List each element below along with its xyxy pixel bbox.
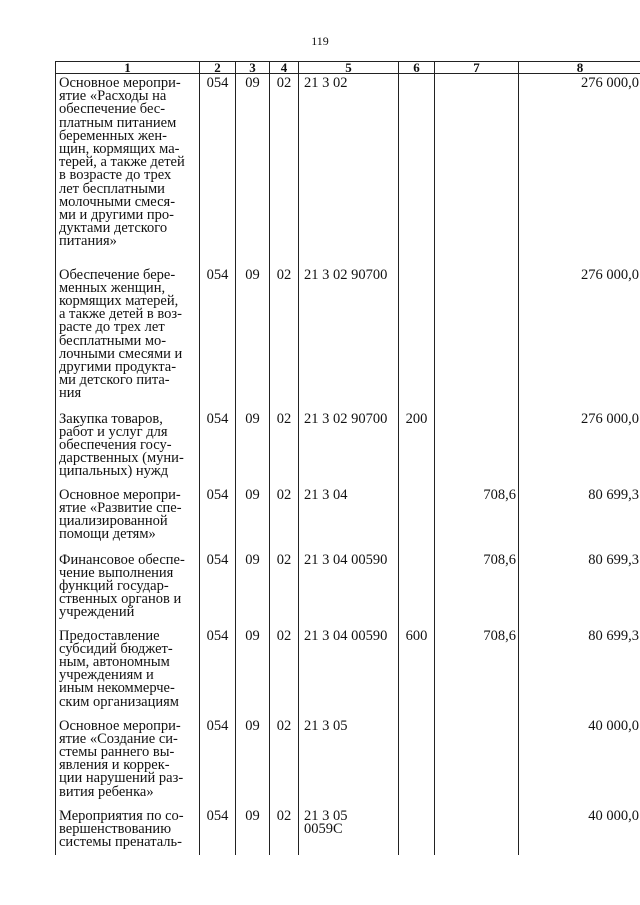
expense-type-cell [399, 717, 435, 807]
row-name-cell: Закупка товаров, работ и услуг для обеспечения госу- дарственных (муни- ципальных) нужд [56, 410, 200, 486]
row-name-cell: Основное меропри- ятие «Создание си- стемы раннего вы- явления и коррек- ции нарушений раз- вития ребенка» [56, 717, 200, 807]
expense-type-cell [399, 807, 435, 855]
subsection-code-cell: 02 [270, 627, 299, 717]
ministry-code-cell: 054 [200, 410, 236, 486]
ministry-code-cell: 054 [200, 627, 236, 717]
section-code-cell: 09 [236, 74, 270, 266]
page-number: 119 [311, 34, 329, 48]
amount-col8-cell: 40 000,0 [519, 717, 640, 807]
expense-type-cell [399, 486, 435, 551]
column-header: 7 [435, 62, 519, 74]
amount-col8-cell: 40 000,0 [519, 807, 640, 855]
row-name-cell: Основное меропри- ятие «Расходы на обеспечение бес- платным питанием беременных жен- щин, кормящих ма- терей, а также детей в возрасте до трех лет бесплатными молочными смеся- ми и другими про- дуктами детского питания» [56, 74, 200, 266]
section-code-cell: 09 [236, 486, 270, 551]
amount-col7-cell [435, 74, 519, 266]
table-row [56, 410, 640, 486]
table-row [56, 266, 640, 410]
amount-col8-cell: 276 000,0 [519, 74, 640, 266]
budget-table [55, 61, 640, 855]
table-row [56, 74, 640, 266]
table-row [56, 551, 640, 627]
column-header: 8 [519, 62, 640, 74]
subsection-code-cell: 02 [270, 807, 299, 855]
expense-type-cell [399, 74, 435, 266]
amount-col7-cell [435, 410, 519, 486]
amount-col7-cell [435, 266, 519, 410]
table-header-row [56, 62, 640, 74]
amount-col8-cell: 80 699,3 [519, 486, 640, 551]
table-row [56, 486, 640, 551]
section-code-cell: 09 [236, 627, 270, 717]
row-name-cell: Предоставление субсидий бюджет- ным, автономным учреждениям и иным некоммерче- ским организациям [56, 627, 200, 717]
target-article-cell: 21 3 02 90700 [299, 266, 399, 410]
target-article-cell: 21 3 04 00590 [299, 627, 399, 717]
amount-col7-cell [435, 717, 519, 807]
amount-col7-cell [435, 807, 519, 855]
column-header: 1 [56, 62, 200, 74]
section-code-cell: 09 [236, 807, 270, 855]
target-article-cell: 21 3 02 [299, 74, 399, 266]
target-article-cell: 21 3 05 0059С [299, 807, 399, 855]
section-code-cell: 09 [236, 410, 270, 486]
column-header: 6 [399, 62, 435, 74]
table-row [56, 627, 640, 717]
amount-col8-cell: 276 000,0 [519, 410, 640, 486]
ministry-code-cell: 054 [200, 551, 236, 627]
target-article-cell: 21 3 02 90700 [299, 410, 399, 486]
column-header: 2 [200, 62, 236, 74]
subsection-code-cell: 02 [270, 74, 299, 266]
target-article-cell: 21 3 04 00590 [299, 551, 399, 627]
amount-col7-cell: 708,6 [435, 486, 519, 551]
amount-col8-cell: 80 699,3 [519, 551, 640, 627]
expense-type-cell [399, 551, 435, 627]
column-header: 4 [270, 62, 299, 74]
subsection-code-cell: 02 [270, 486, 299, 551]
ministry-code-cell: 054 [200, 486, 236, 551]
expense-type-cell: 200 [399, 410, 435, 486]
subsection-code-cell: 02 [270, 266, 299, 410]
ministry-code-cell: 054 [200, 717, 236, 807]
section-code-cell: 09 [236, 266, 270, 410]
row-name-cell: Обеспечение бере- менных женщин, кормящих матерей, а также детей в воз- расте до трех лет бесплатными мо- лочными смесями и другими продукта- ми детского пита- ния [56, 266, 200, 410]
row-name-cell: Мероприятия по со- вершенствованию системы пренаталь- [56, 807, 200, 855]
ministry-code-cell: 054 [200, 807, 236, 855]
ministry-code-cell: 054 [200, 266, 236, 410]
section-code-cell: 09 [236, 717, 270, 807]
subsection-code-cell: 02 [270, 410, 299, 486]
table-row [56, 807, 640, 855]
row-name-cell: Финансовое обеспе- чение выполнения функций государ- ственных органов и учреждений [56, 551, 200, 627]
ministry-code-cell: 054 [200, 74, 236, 266]
column-header: 5 [299, 62, 399, 74]
amount-col8-cell: 276 000,0 [519, 266, 640, 410]
subsection-code-cell: 02 [270, 551, 299, 627]
table-row [56, 717, 640, 807]
amount-col7-cell: 708,6 [435, 551, 519, 627]
column-header: 3 [236, 62, 270, 74]
amount-col8-cell: 80 699,3 [519, 627, 640, 717]
subsection-code-cell: 02 [270, 717, 299, 807]
amount-col7-cell: 708,6 [435, 627, 519, 717]
target-article-cell: 21 3 05 [299, 717, 399, 807]
section-code-cell: 09 [236, 551, 270, 627]
expense-type-cell [399, 266, 435, 410]
target-article-cell: 21 3 04 [299, 486, 399, 551]
expense-type-cell: 600 [399, 627, 435, 717]
row-name-cell: Основное меропри- ятие «Развитие спе- циализированной помощи детям» [56, 486, 200, 551]
